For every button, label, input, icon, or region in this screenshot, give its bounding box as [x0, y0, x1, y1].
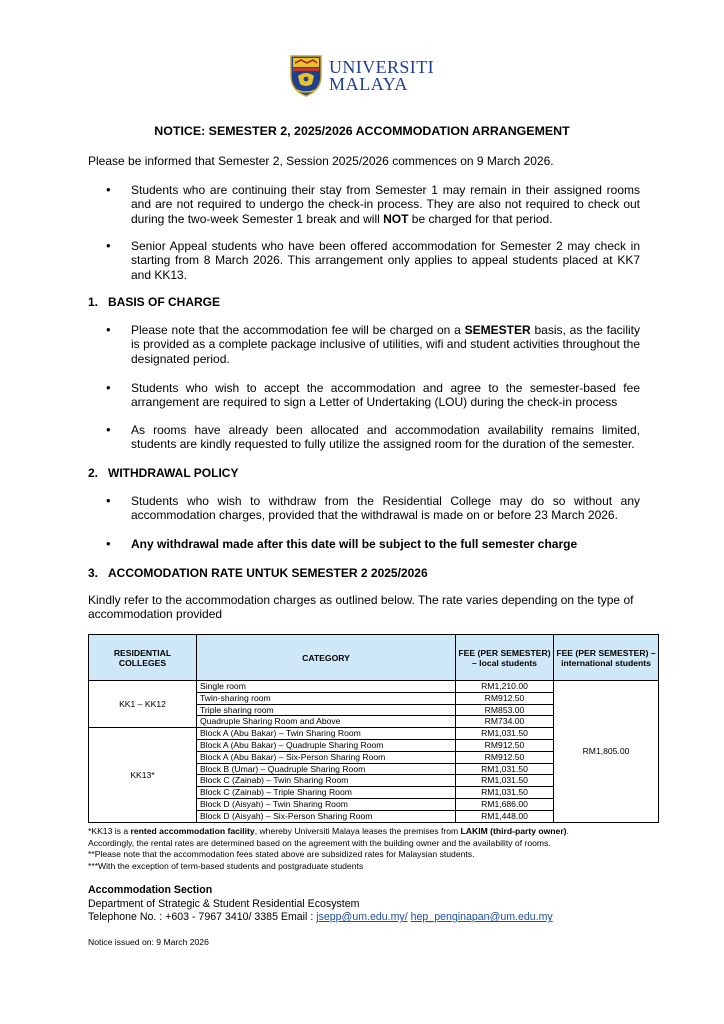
college-cell: KK13* [89, 728, 197, 822]
fee-cell: RM1,210.00 [456, 681, 554, 693]
bold-run: rented accommodation facility [130, 826, 255, 836]
contact-line [88, 911, 553, 925]
section-number: 3. [88, 566, 99, 580]
phone-text: Telephone No. : +603 - 7967 3410/ 3385 Email : [88, 911, 317, 924]
logo-line-1: UNIVERSITI [329, 57, 434, 77]
section-2-bullet-1 [131, 494, 640, 523]
category-cell: Block A (Abu Bakar) – Twin Sharing Room [197, 728, 456, 740]
section-1-bullet-1 [131, 323, 640, 366]
category-cell: Block D (Aisyah) – Six-Person Sharing Room [197, 810, 456, 822]
fee-cell: RM853.00 [456, 704, 554, 716]
section-1-bullet-2 [131, 381, 640, 410]
bullet-icon: • [106, 422, 111, 437]
category-cell: Block A (Abu Bakar) – Quadruple Sharing Room [197, 739, 456, 751]
section-title: ACCOMODATION RATE UNTUK SEMESTER 2 2025/2026 [108, 566, 428, 580]
section-1-bullet-3 [131, 423, 640, 452]
fee-cell: RM1,031.50 [456, 775, 554, 787]
text-run: *KK13 is a [88, 826, 131, 836]
college-cell: KK1 – KK12 [89, 681, 197, 728]
header-residential-colleges: RESIDENTIAL COLLEGES [89, 635, 197, 681]
table-footnotes [88, 826, 658, 872]
category-cell: Single room [197, 681, 456, 693]
contact-heading: Accommodation Section [88, 884, 213, 896]
bullet-icon: • [106, 536, 111, 551]
header-category: CATEGORY [197, 635, 456, 681]
fee-cell: RM1,448.00 [456, 810, 554, 822]
notice-title: NOTICE: SEMESTER 2, 2025/2026 ACCOMMODATION ARRANGEMENT [154, 124, 570, 138]
footnote-4: ***With the exception of term-based students and postgraduate students [88, 860, 364, 871]
contact-block [88, 884, 553, 925]
category-cell: Quadruple Sharing Room and Above [197, 716, 456, 728]
section-2-heading [88, 466, 238, 480]
section-number: 1. [88, 295, 99, 309]
email-link-hep-penginapan[interactable]: hep_penginapan@um.edu.my [410, 911, 553, 924]
issued-date: Notice issued on: 9 March 2026 [88, 937, 209, 947]
category-cell: Triple sharing room [197, 704, 456, 716]
intro-bullet-1 [131, 183, 640, 226]
accommodation-rate-table [88, 634, 659, 823]
bullet-icon: • [106, 182, 111, 197]
fee-cell: RM912.50 [456, 692, 554, 704]
section-1-heading [88, 295, 220, 309]
footnote-2: Accordingly, the rental rates are determined based on the agreement with the building owner and the availability of rooms. [88, 837, 551, 848]
category-cell: Block D (Aisyah) – Twin Sharing Room [197, 798, 456, 810]
email-link-jsepp[interactable]: jsepp@um.edu.my/ [316, 911, 408, 924]
text-run: be charged for that period. [408, 211, 553, 226]
bullet-icon: • [106, 238, 111, 253]
section-number: 2. [88, 466, 99, 480]
logo-wordmark [329, 59, 434, 93]
text-run: As rooms have already been allocated and accommodation availability remains limited, students are kindly requested to fully utilize the assigned room for the duration of the semester. [131, 423, 640, 452]
table-row [89, 681, 659, 693]
fee-cell: RM1,031.50 [456, 728, 554, 740]
text-run: basis, as the facility is provided as a complete package inclusive of utilities, wifi and student activities throughout the designated period. [131, 323, 640, 366]
intro-bullet-2 [131, 239, 640, 282]
text-run: Senior Appeal students who have been offered accommodation for Semester 2 may check in starting from 8 March 2026. This arrangement only applies to appeal students placed at KK7 and KK13. [131, 239, 640, 282]
category-cell: Block B (Umar) – Quadruple Sharing Room [197, 763, 456, 775]
section-3-paragraph: Kindly refer to the accommodation charges as outlined below. The rate varies depending on the type of accommodation provided [88, 593, 634, 622]
contact-department: Department of Strategic & Student Residential Ecosystem [88, 897, 360, 910]
bullet-icon: • [106, 493, 111, 508]
crest-icon [289, 54, 323, 98]
intl-fee-cell: RM1,805.00 [554, 681, 659, 823]
bold-run: SEMESTER [464, 323, 531, 337]
fee-cell: RM1,031.50 [456, 763, 554, 775]
section-2-bullet-2 [131, 537, 640, 551]
footnote-1 [88, 826, 658, 838]
category-cell: Block C (Zainab) – Twin Sharing Room [197, 775, 456, 787]
fee-cell: RM912.50 [456, 751, 554, 763]
section-title: WITHDRAWAL POLICY [108, 466, 239, 480]
table-header-row [89, 635, 659, 681]
logo-line-2: MALAYA [329, 74, 408, 94]
text-run: Students who wish to accept the accommodation and agree to the semester-based fee arrangement are required to sign a Letter of Undertaking (LOU) during the check-in process [131, 381, 640, 410]
category-cell: Block C (Zainab) – Triple Sharing Room [197, 787, 456, 799]
university-logo [289, 53, 434, 99]
footnote-3: **Please note that the accommodation fees stated above are subsidized rates for Malaysian students. [88, 849, 475, 860]
fee-cell: RM912.50 [456, 739, 554, 751]
text-run: , whereby Universiti Malaya leases the premises from [254, 826, 461, 836]
bullet-icon: • [106, 322, 111, 337]
section-title: BASIS OF CHARGE [108, 295, 221, 309]
bold-run: Any withdrawal made after this date will be subject to the full semester charge [131, 537, 578, 551]
bold-run: LAKIM (third-party owner) [460, 826, 567, 836]
intro-paragraph: Please be informed that Semester 2, Session 2025/2026 commences on 9 March 2026. [88, 154, 554, 168]
text-run: Students who wish to withdraw from the Residential College may do so without any accommodation charges, provided that the withdrawal is made on or before 23 March 2026. [131, 494, 640, 523]
header-fee-local: FEE (PER SEMESTER) – local students [456, 635, 554, 681]
section-3-heading [88, 566, 428, 580]
text-run: Please note that the accommodation fee will be charged on a [131, 323, 465, 337]
text-run: . [566, 826, 569, 836]
bullet-icon: • [106, 380, 111, 395]
fee-cell: RM1,031.50 [456, 787, 554, 799]
fee-cell: RM1,686.00 [456, 798, 554, 810]
text-run: Students who are continuing their stay from Semester 1 may remain in their assigned rooms and are not required to undergo the check-in process. They are also not required to check out during the two-week Semester 1 break and will [131, 183, 640, 226]
fee-cell: RM734.00 [456, 716, 554, 728]
header-fee-international: FEE (PER SEMESTER) – international students [554, 635, 659, 681]
bold-run: NOT [383, 211, 409, 226]
category-cell: Block A (Abu Bakar) – Six-Person Sharing Room [197, 751, 456, 763]
category-cell: Twin-sharing room [197, 692, 456, 704]
